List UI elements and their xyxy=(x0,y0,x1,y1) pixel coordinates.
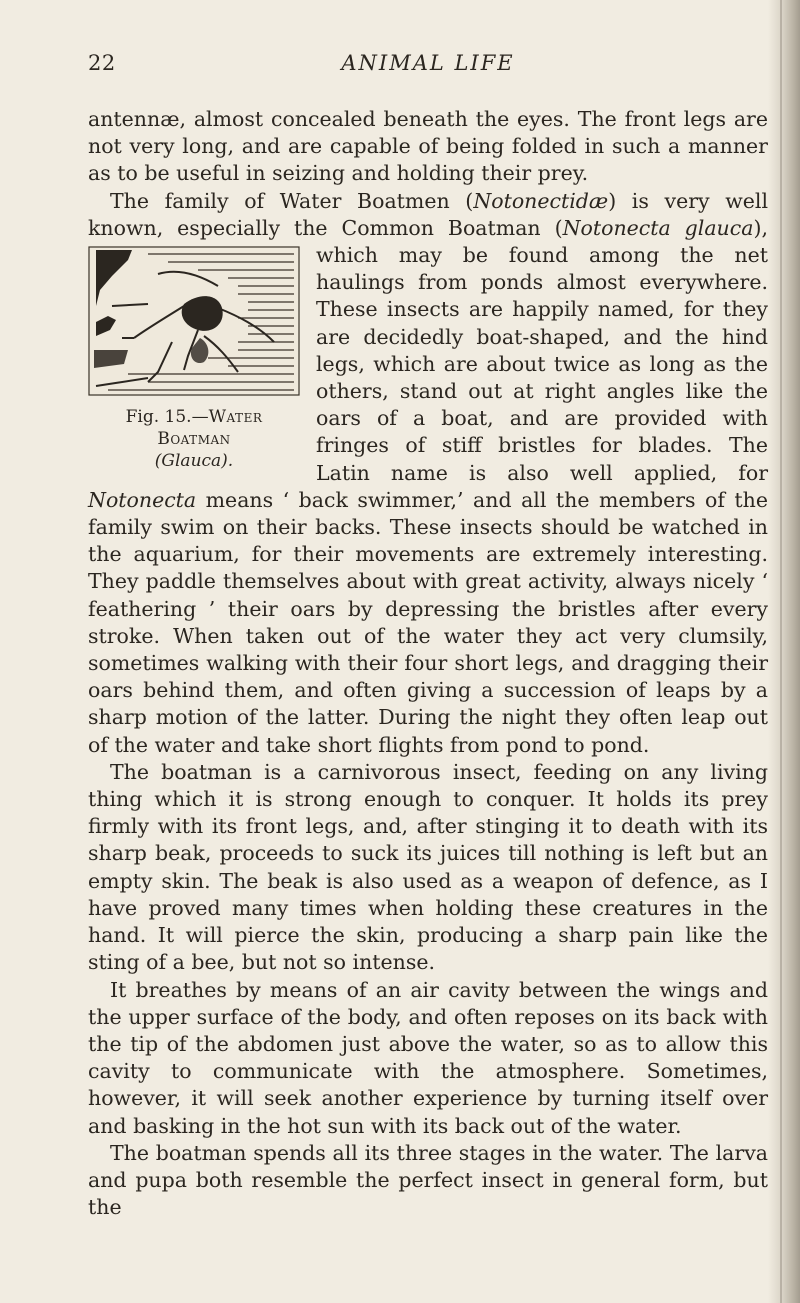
paragraph-2-italic-2: Notonecta glauca xyxy=(562,215,754,240)
paragraph-1: antennæ, almost concealed beneath the eyes. The front legs are not very long, and are capable of being folded in such a manner as to be useful in seizing and holding their prey. xyxy=(88,107,768,186)
page-number: 22 xyxy=(88,51,116,75)
paragraph-3: The boatman is a carnivorous insect, feeding on any living thing which it is strong enough to conquer. It holds its prey firmly with its front legs, and, after stinging it to death with its sharp beak, proceeds to suck its juices till nothing is left but an empty skin. The beak is also used as a weapon of defence, as I have proved many times when holding these creatures in the hand. It will pierce the skin, producing a sharp pain like the sting of a bee, but not so intense. xyxy=(88,759,768,975)
paragraph-2-text-3b: found among the net haulings from ponds almost everywhere. These insects are happily named, for they are decidedly boat-shaped, and the hind legs, which are about twice as long as the others, stand out at right angles like the oars of a boat, and are provided with fringes of stiff bristles for blades. The Latin name is also well applied, for xyxy=(316,243,768,485)
page-edge-line xyxy=(780,0,782,1303)
running-head: ANIMAL LIFE xyxy=(341,51,515,75)
page-header xyxy=(88,51,768,81)
paragraph-2-text-2: ) is very well known, especially the Common Boatman ( xyxy=(88,188,769,240)
figure-caption xyxy=(88,406,300,472)
water-boatman-engraving-icon xyxy=(88,246,300,396)
paragraph-4: It breathes by means of an air cavity between the wings and the upper surface of the body, and often reposes on its back with the tip of the abdomen just above the water, so as to allow this cavity to communicate with the atmosphere. Sometimes, however, it will seek another experience by turning itself over and basking in the hot sun with its back out of the water. xyxy=(88,977,768,1138)
figure-caption-prefix: Fig. 15.— xyxy=(125,407,209,428)
paragraph-2-text-3a: ), which may be xyxy=(316,215,768,268)
page-edge-shadow xyxy=(768,0,800,1303)
paragraph-2-italic-1: Notonectidæ xyxy=(473,188,609,213)
paragraph-2 xyxy=(88,188,768,759)
figure-water-boatman xyxy=(88,246,300,472)
paragraph-2-text-1: The family of Water Boatmen ( xyxy=(110,188,474,213)
body-text xyxy=(88,106,768,1221)
figure-caption-scientific-name: (Glauca). xyxy=(154,451,234,472)
paragraph-2-italic-3: Notonecta xyxy=(88,487,197,512)
paragraph-5: The boatman spends all its three stages in the water. The larva and pupa both resemble the perfect insect in general form, but the xyxy=(88,1140,768,1220)
figure-caption-name: Water Boatman xyxy=(157,407,263,450)
paragraph-2-text-4: means ‘ back swimmer,’ and all the members of the family swim on their backs. These insects should be watched in the aquarium, for their movements are extremely interesting. They paddle themselves about with great activity, always nicely ‘ feathering ’ their oars by depressing the bristles after every stroke. When taken out of the water they act very clumsily, sometimes walking with their four short legs, and dragging their oars behind them, and often giving a succession of leaps by a sharp motion of the latter. During the night they often leap out of the water and take short flights from pond to pond. xyxy=(88,487,768,757)
